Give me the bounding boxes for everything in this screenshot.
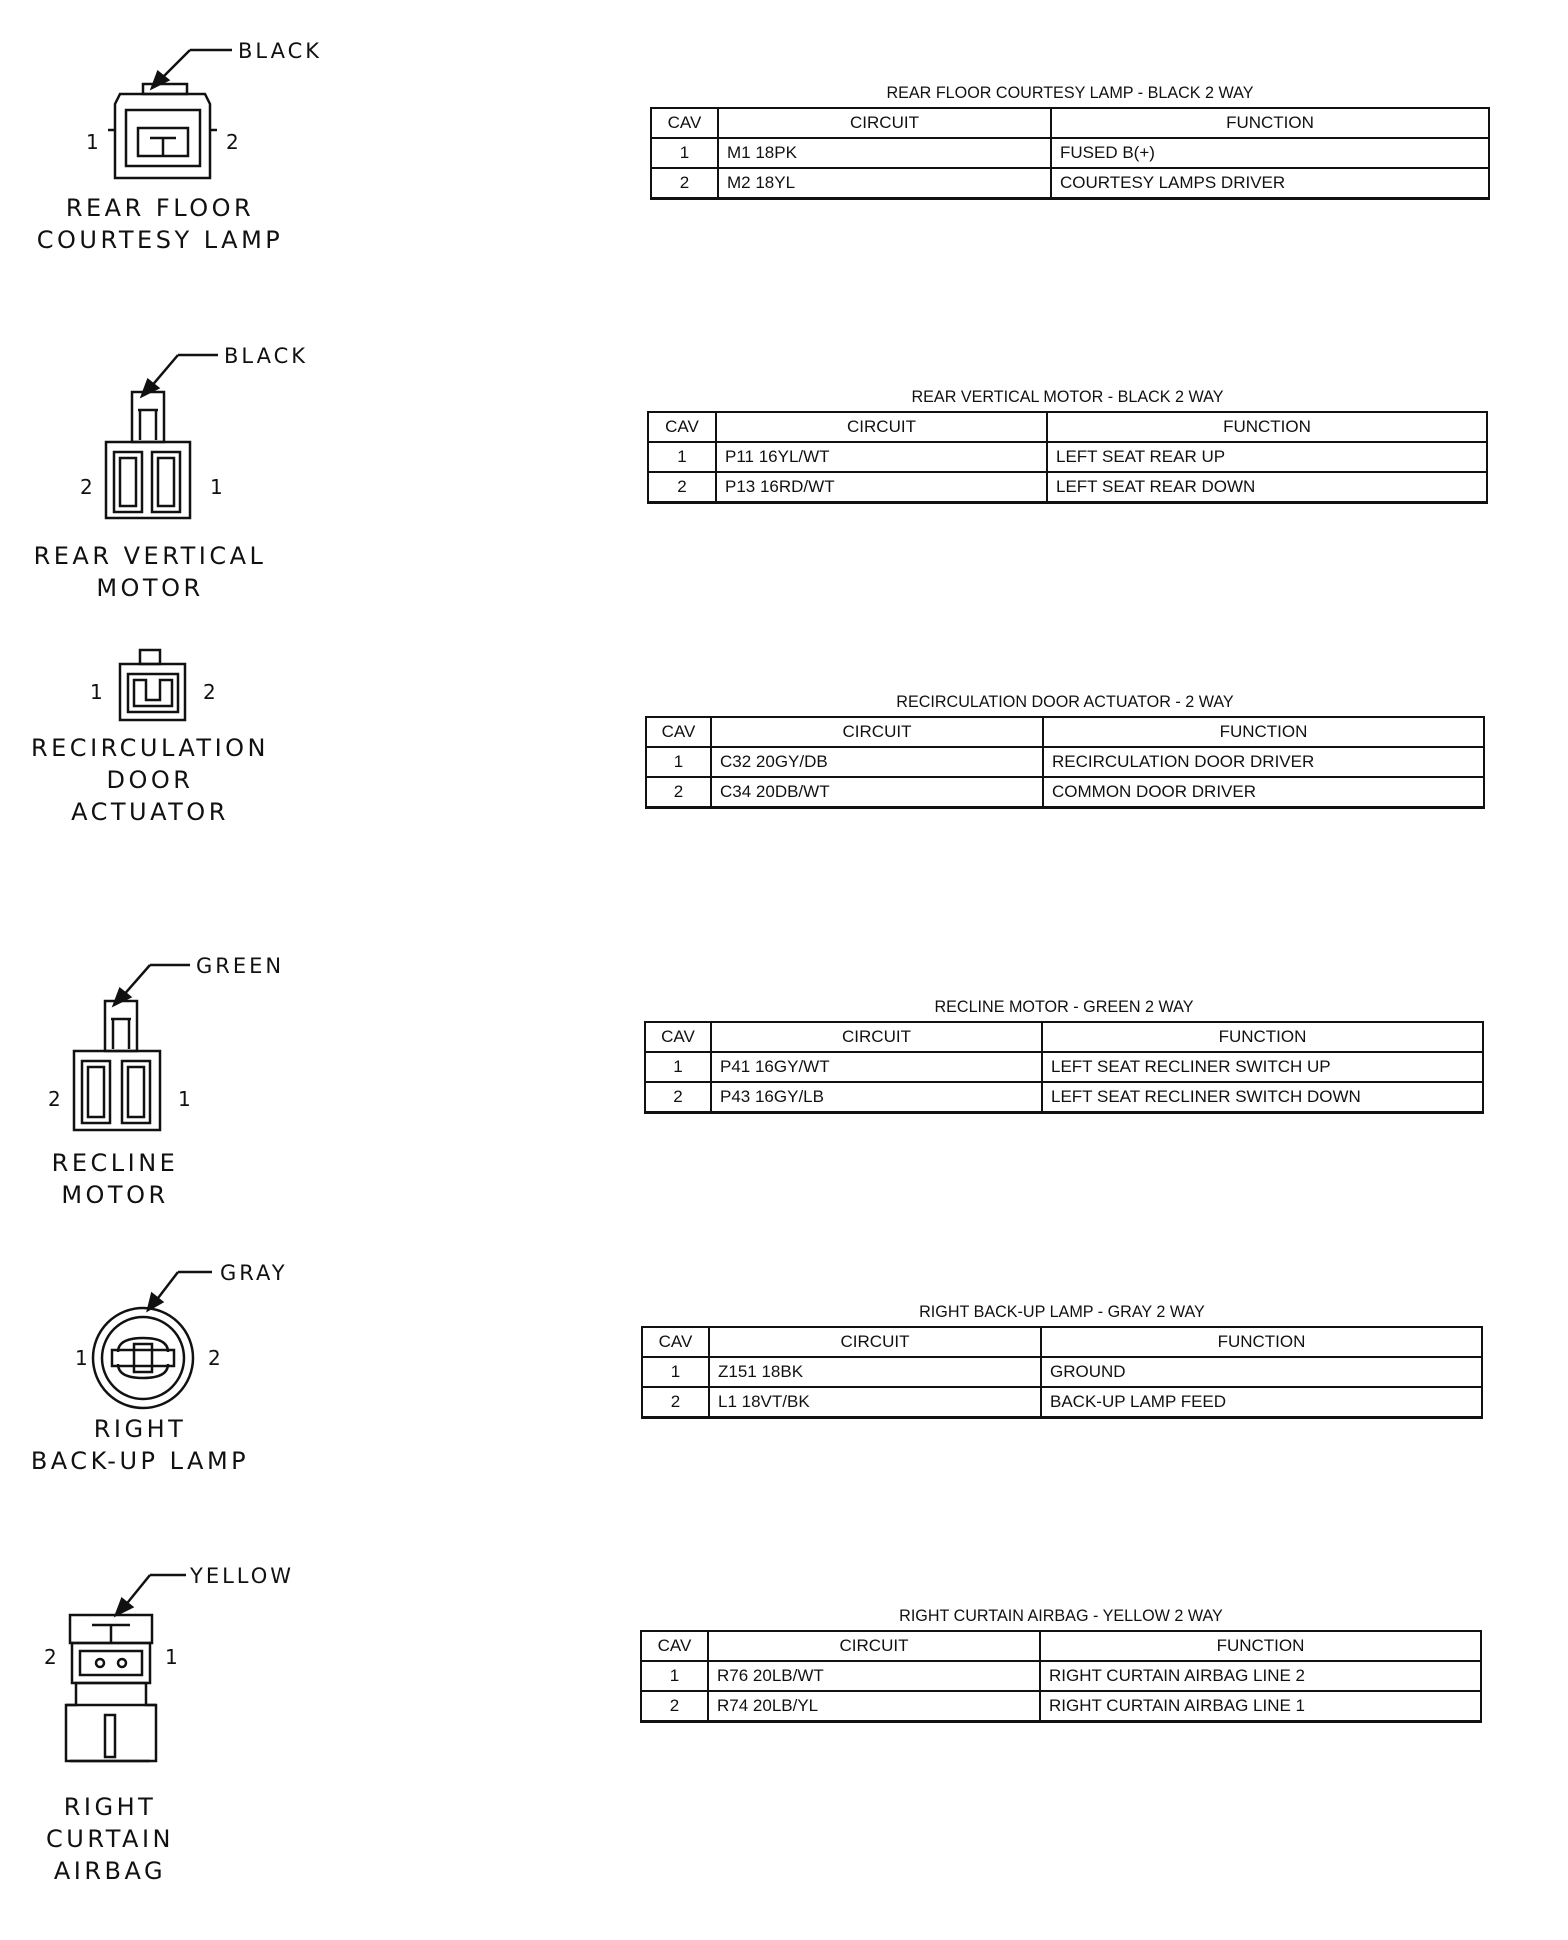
connector-name — [0, 1147, 230, 1211]
connector-name-line: RECLINE — [51, 1149, 179, 1177]
cell-cav: 2 — [648, 472, 716, 503]
pin-number-left: 2 — [44, 1645, 57, 1669]
connector-name — [30, 192, 290, 256]
cell-circuit: R76 20LB/WT — [708, 1661, 1040, 1691]
table-header-row — [645, 1022, 1483, 1052]
connector-name — [20, 732, 280, 828]
pinout-table — [645, 716, 1485, 809]
table-row — [642, 1387, 1482, 1418]
table-title: RECIRCULATION DOOR ACTUATOR - 2 WAY — [896, 692, 1234, 711]
header-cav: CAV — [642, 1327, 709, 1357]
connector-name-line: REAR VERTICAL — [33, 542, 267, 570]
pinout-table — [640, 1630, 1482, 1723]
cell-function: RIGHT CURTAIN AIRBAG LINE 1 — [1040, 1691, 1481, 1722]
table-title: REAR FLOOR COURTESY LAMP - BLACK 2 WAY — [886, 83, 1254, 102]
pin-number-right: 1 — [178, 1087, 191, 1111]
connector-name-line: COURTESY LAMP — [36, 226, 284, 254]
header-cav: CAV — [641, 1631, 708, 1661]
table-row — [645, 1082, 1483, 1113]
cell-cav: 2 — [641, 1691, 708, 1722]
table-header-row — [646, 717, 1484, 747]
cell-circuit: M1 18PK — [718, 138, 1051, 168]
table-header-row — [648, 412, 1487, 442]
cell-function: LEFT SEAT REAR DOWN — [1047, 472, 1487, 503]
connector-name-line: REAR FLOOR — [65, 194, 255, 222]
wire-color-label: GREEN — [196, 954, 285, 978]
header-function: FUNCTION — [1043, 717, 1484, 747]
table-row — [641, 1661, 1481, 1691]
pin-number-left: 1 — [86, 130, 99, 154]
cell-function: LEFT SEAT RECLINER SWITCH DOWN — [1042, 1082, 1483, 1113]
header-cav: CAV — [646, 717, 711, 747]
cell-function: LEFT SEAT RECLINER SWITCH UP — [1042, 1052, 1483, 1082]
cell-circuit: R74 20LB/YL — [708, 1691, 1040, 1722]
pinout-table-block — [640, 1606, 1482, 1723]
cell-function: COMMON DOOR DRIVER — [1043, 777, 1484, 808]
pin-number-left: 2 — [80, 475, 93, 499]
connector-drawing — [0, 640, 340, 840]
connector-name-line: AIRBAG — [53, 1857, 167, 1885]
header-function: FUNCTION — [1051, 108, 1489, 138]
wire-color-label: BLACK — [238, 39, 323, 63]
header-circuit: CIRCUIT — [711, 717, 1043, 747]
header-function: FUNCTION — [1040, 1631, 1481, 1661]
cell-cav: 1 — [645, 1052, 711, 1082]
connector-drawing — [0, 340, 340, 610]
connector-name-line: BACK-UP LAMP — [30, 1447, 250, 1475]
connector-name-line: RIGHT — [63, 1793, 157, 1821]
cell-function: RIGHT CURTAIN AIRBAG LINE 2 — [1040, 1661, 1481, 1691]
cell-cav: 1 — [648, 442, 716, 472]
table-title: REAR VERTICAL MOTOR - BLACK 2 WAY — [911, 387, 1224, 406]
pinout-table-block — [645, 692, 1485, 809]
header-function: FUNCTION — [1047, 412, 1487, 442]
pinout-table-block — [641, 1302, 1483, 1419]
cell-circuit: P11 16YL/WT — [716, 442, 1047, 472]
cell-cav: 1 — [642, 1357, 709, 1387]
connector-name — [20, 540, 280, 604]
connector-name-line: RIGHT — [93, 1415, 187, 1443]
cell-cav: 2 — [651, 168, 718, 199]
pinout-table-block — [644, 997, 1484, 1114]
header-circuit: CIRCUIT — [716, 412, 1047, 442]
table-title: RIGHT BACK-UP LAMP - GRAY 2 WAY — [919, 1302, 1205, 1321]
pinout-table — [644, 1021, 1484, 1114]
header-cav: CAV — [648, 412, 716, 442]
cell-cav: 1 — [651, 138, 718, 168]
table-row — [651, 138, 1489, 168]
cell-circuit: P13 16RD/WT — [716, 472, 1047, 503]
table-row — [641, 1691, 1481, 1722]
connector-drawing — [0, 1555, 340, 1940]
wire-color-label: BLACK — [224, 344, 309, 368]
table-row — [645, 1052, 1483, 1082]
cell-circuit: P43 16GY/LB — [711, 1082, 1042, 1113]
table-header-row — [641, 1631, 1481, 1661]
cell-function: GROUND — [1041, 1357, 1482, 1387]
wire-color-label: YELLOW — [190, 1564, 295, 1588]
header-function: FUNCTION — [1042, 1022, 1483, 1052]
connector-name-line: MOTOR — [96, 574, 204, 602]
cell-cav: 2 — [642, 1387, 709, 1418]
cell-function: LEFT SEAT REAR UP — [1047, 442, 1487, 472]
pinout-table — [650, 107, 1490, 200]
connector-drawing — [0, 1250, 340, 1500]
cell-circuit: Z151 18BK — [709, 1357, 1041, 1387]
cell-function: COURTESY LAMPS DRIVER — [1051, 168, 1489, 199]
pinout-table-block — [647, 387, 1488, 504]
cell-function: RECIRCULATION DOOR DRIVER — [1043, 747, 1484, 777]
cell-circuit: P41 16GY/WT — [711, 1052, 1042, 1082]
header-circuit: CIRCUIT — [718, 108, 1051, 138]
table-row — [648, 472, 1487, 503]
header-cav: CAV — [651, 108, 718, 138]
connector-name — [0, 1791, 220, 1887]
header-circuit: CIRCUIT — [709, 1327, 1041, 1357]
cell-circuit: C32 20GY/DB — [711, 747, 1043, 777]
connector-drawing — [0, 945, 340, 1215]
table-row — [646, 747, 1484, 777]
pinout-table-block — [650, 83, 1490, 200]
header-circuit: CIRCUIT — [708, 1631, 1040, 1661]
pin-number-left: 1 — [90, 680, 103, 704]
pin-number-right: 2 — [203, 680, 216, 704]
cell-function: BACK-UP LAMP FEED — [1041, 1387, 1482, 1418]
table-row — [642, 1357, 1482, 1387]
pin-number-right: 1 — [210, 475, 223, 499]
table-header-row — [651, 108, 1489, 138]
cell-circuit: M2 18YL — [718, 168, 1051, 199]
pin-number-left: 1 — [75, 1346, 88, 1370]
connector-name-line: RECIRCULATION — [30, 734, 270, 762]
pinout-table — [647, 411, 1488, 504]
table-title: RECLINE MOTOR - GREEN 2 WAY — [934, 997, 1194, 1016]
pin-number-right: 2 — [226, 130, 239, 154]
connector-name-line: MOTOR — [61, 1181, 169, 1209]
table-row — [651, 168, 1489, 199]
cell-cav: 1 — [646, 747, 711, 777]
table-title: RIGHT CURTAIN AIRBAG - YELLOW 2 WAY — [899, 1606, 1223, 1625]
cell-circuit: C34 20DB/WT — [711, 777, 1043, 808]
cell-circuit: L1 18VT/BK — [709, 1387, 1041, 1418]
connector-name-line: DOOR — [106, 766, 194, 794]
connector-name-line: ACTUATOR — [71, 798, 229, 826]
cell-cav: 2 — [646, 777, 711, 808]
connector-drawing — [0, 0, 340, 270]
header-function: FUNCTION — [1041, 1327, 1482, 1357]
table-row — [648, 442, 1487, 472]
table-header-row — [642, 1327, 1482, 1357]
pinout-table — [641, 1326, 1483, 1419]
connector-name-line: CURTAIN — [46, 1825, 174, 1853]
pin-number-right: 2 — [208, 1346, 221, 1370]
cell-cav: 1 — [641, 1661, 708, 1691]
pin-number-left: 2 — [48, 1087, 61, 1111]
header-circuit: CIRCUIT — [711, 1022, 1042, 1052]
cell-cav: 2 — [645, 1082, 711, 1113]
table-row — [646, 777, 1484, 808]
pin-number-right: 1 — [165, 1645, 178, 1669]
header-cav: CAV — [645, 1022, 711, 1052]
wire-color-label: GRAY — [220, 1261, 288, 1285]
connector-name — [10, 1413, 270, 1477]
cell-function: FUSED B(+) — [1051, 138, 1489, 168]
